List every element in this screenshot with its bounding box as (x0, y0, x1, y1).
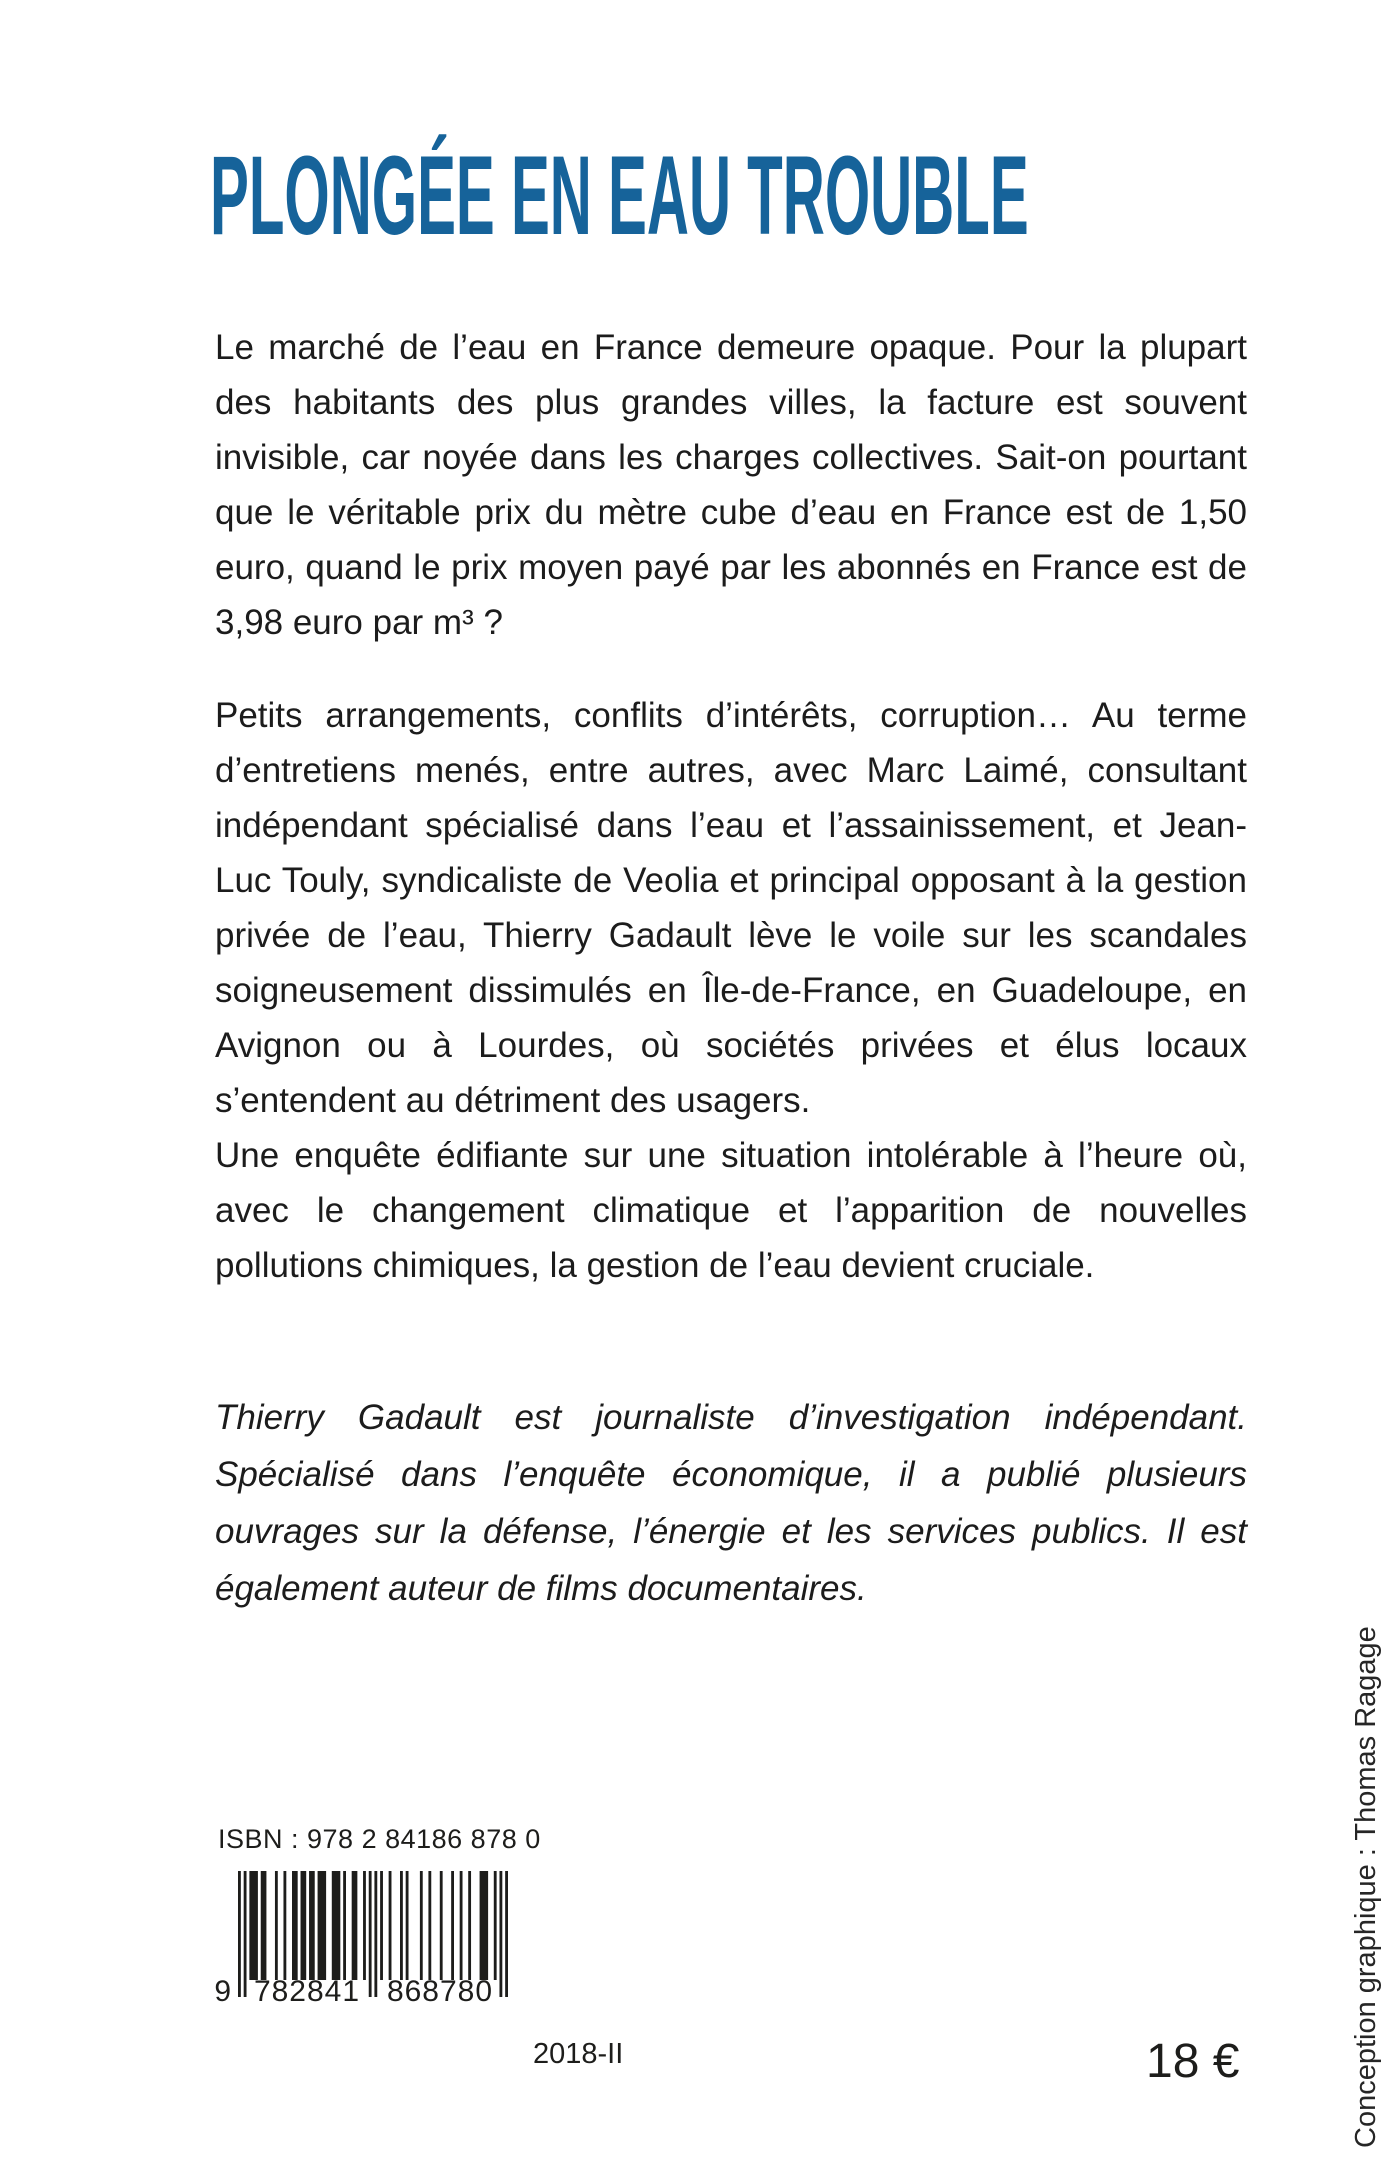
book-title: PLONGÉE EN EAU TROUBLE (210, 133, 1029, 258)
ean13-barcode (214, 1871, 510, 2011)
synopsis-paragraph-1: Le marché de l’eau en France demeure opaque. Pour la plupart des habitants des plus grandes villes, la facture est souvent invisible, car noyée dans les charges collectives. Sait-on pourtant que le véritable prix du mètre cube d’eau en France est de 1,50 euro, quand le prix moyen payé par les abonnés en France est de 3,98 euro par m³ ? (215, 328, 1247, 642)
barcode-right-digits: 868780 (386, 1975, 494, 2008)
synopsis-paragraph-3: Une enquête édifiante sur une situation intolérable à l’heure où, avec le changement climatique et l’apparition de nouvelles pollutions chimiques, la gestion de l’eau devient cruciale. (215, 1136, 1247, 1285)
edition-code: 2018-II (533, 2038, 624, 2070)
author-bio: Thierry Gadault est journaliste d’investigation indépendant. Spécialisé dans l’enquête économique, il a publié plusieurs ouvrages sur la défense, l’énergie et les services publics. Il est également auteur de films documentaires. (215, 1398, 1247, 1608)
isbn-label: ISBN : 978 2 84186 878 0 (218, 1824, 541, 1854)
synopsis-paragraph-2: Petits arrangements, conflits d’intérêts, corruption… Au terme d’entretiens menés, entre autres, avec Marc Laimé, consultant indépendant spécialisé dans l’eau et l’assainissement, et Jean-Luc Touly, syndicaliste de Veolia et principal opposant à la gestion privée de l’eau, Thierry Gadault lève le voile sur les scandales soigneusement dissimulés en Île-de-France, en Guadeloupe, en Avignon ou à Lourdes, où sociétés privées et élus locaux s’entendent au détriment des usagers. (215, 696, 1247, 1120)
barcode-left-digits: 782841 (253, 1975, 361, 2008)
design-credit-vertical: Conception graphique : Thomas Ragage (1350, 1626, 1382, 2148)
price-label: 18 € (1146, 2035, 1240, 2088)
barcode-first-digit: 9 (214, 1975, 232, 2008)
back-cover-text (215, 320, 1247, 1617)
